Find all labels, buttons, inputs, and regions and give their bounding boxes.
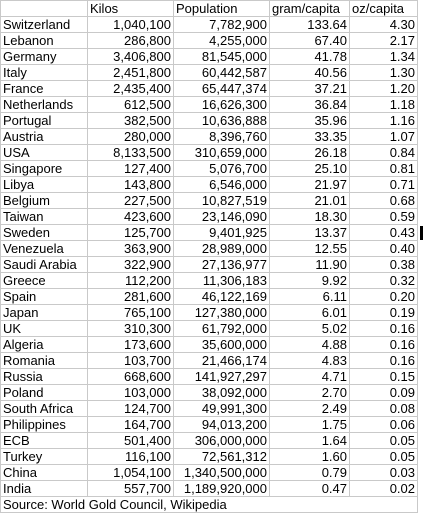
oz-per-capita-cell[interactable]: 0.09 [350,385,418,401]
gram-per-capita-cell[interactable]: 11.90 [270,257,350,273]
kilos-cell[interactable]: 127,400 [88,161,174,177]
country-cell[interactable]: Lebanon [1,33,88,49]
country-cell[interactable]: Sweden [1,225,88,241]
gram-per-capita-cell[interactable]: 4.83 [270,353,350,369]
oz-per-capita-cell[interactable]: 0.81 [350,161,418,177]
gram-per-capita-cell[interactable]: 37.21 [270,81,350,97]
population-cell[interactable]: 94,013,200 [174,417,270,433]
kilos-cell[interactable]: 227,500 [88,193,174,209]
oz-per-capita-cell[interactable]: 1.20 [350,81,418,97]
oz-per-capita-cell[interactable]: 0.19 [350,305,418,321]
population-cell[interactable]: 8,396,760 [174,129,270,145]
table-row [1,17,418,33]
country-cell[interactable]: France [1,81,88,97]
kilos-cell[interactable]: 112,200 [88,273,174,289]
gram-per-capita-cell[interactable]: 18.30 [270,209,350,225]
population-cell[interactable]: 1,340,500,000 [174,465,270,481]
gram-per-capita-cell[interactable]: 12.55 [270,241,350,257]
table-row [1,321,418,337]
oz-per-capita-cell[interactable]: 1.16 [350,113,418,129]
table-row [1,369,418,385]
kilos-cell[interactable]: 103,700 [88,353,174,369]
population-cell[interactable]: 65,447,374 [174,81,270,97]
table-row [1,273,418,289]
source-note[interactable]: Source: World Gold Council, Wikipedia [1,497,418,513]
oz-per-capita-cell[interactable]: 0.71 [350,177,418,193]
table-row [1,337,418,353]
population-cell[interactable]: 27,136,977 [174,257,270,273]
oz-per-capita-cell[interactable]: 1.07 [350,129,418,145]
kilos-cell[interactable]: 501,400 [88,433,174,449]
gram-per-capita-cell[interactable]: 26.18 [270,145,350,161]
table-row [1,193,418,209]
country-cell[interactable]: Greece [1,273,88,289]
oz-per-capita-cell[interactable]: 0.16 [350,321,418,337]
gram-per-capita-cell[interactable]: 9.92 [270,273,350,289]
table-row [1,417,418,433]
country-cell[interactable]: Saudi Arabia [1,257,88,273]
country-cell[interactable]: India [1,481,88,497]
population-cell[interactable]: 61,792,000 [174,321,270,337]
gram-per-capita-cell[interactable]: 21.97 [270,177,350,193]
oz-per-capita-cell[interactable]: 0.06 [350,417,418,433]
table-row [1,97,418,113]
table-row [1,385,418,401]
kilos-cell[interactable]: 322,900 [88,257,174,273]
oz-per-capita-cell[interactable]: 0.68 [350,193,418,209]
country-cell[interactable]: Italy [1,65,88,81]
population-cell[interactable]: 10,827,519 [174,193,270,209]
population-cell[interactable]: 28,989,000 [174,241,270,257]
header-gram-per-capita-cell[interactable]: gram/capita [270,1,350,17]
gram-per-capita-cell[interactable]: 6.11 [270,289,350,305]
country-cell[interactable]: Netherlands [1,97,88,113]
gram-per-capita-cell[interactable]: 36.84 [270,97,350,113]
gram-per-capita-cell[interactable]: 1.75 [270,417,350,433]
country-cell[interactable]: South Africa [1,401,88,417]
table-row [1,257,418,273]
oz-per-capita-cell[interactable]: 0.20 [350,289,418,305]
kilos-cell[interactable]: 310,300 [88,321,174,337]
kilos-cell[interactable]: 1,040,100 [88,17,174,33]
table-row [1,353,418,369]
country-cell[interactable]: Algeria [1,337,88,353]
country-cell[interactable]: China [1,465,88,481]
gram-per-capita-cell[interactable]: 35.96 [270,113,350,129]
oz-per-capita-cell[interactable]: 0.32 [350,273,418,289]
oz-per-capita-cell[interactable]: 0.02 [350,481,418,497]
oz-per-capita-cell[interactable]: 0.59 [350,209,418,225]
gram-per-capita-cell[interactable]: 40.56 [270,65,350,81]
population-cell[interactable]: 306,000,000 [174,433,270,449]
country-cell[interactable]: Austria [1,129,88,145]
kilos-cell[interactable]: 124,700 [88,401,174,417]
population-cell[interactable]: 310,659,000 [174,145,270,161]
oz-per-capita-cell[interactable]: 0.03 [350,465,418,481]
gram-per-capita-cell[interactable]: 2.49 [270,401,350,417]
kilos-cell[interactable]: 286,800 [88,33,174,49]
oz-per-capita-cell[interactable]: 0.40 [350,241,418,257]
population-cell[interactable]: 60,442,587 [174,65,270,81]
gram-per-capita-cell[interactable]: 2.70 [270,385,350,401]
country-cell[interactable]: ECB [1,433,88,449]
header-country-cell[interactable] [1,1,88,17]
table-row [1,401,418,417]
country-cell[interactable]: Spain [1,289,88,305]
header-oz-per-capita-cell[interactable]: oz/capita [350,1,418,17]
population-cell[interactable]: 72,561,312 [174,449,270,465]
header-row [1,1,418,17]
population-cell[interactable]: 21,466,174 [174,353,270,369]
population-cell[interactable]: 4,255,000 [174,33,270,49]
oz-per-capita-cell[interactable]: 0.08 [350,401,418,417]
table-row [1,433,418,449]
country-cell[interactable]: Singapore [1,161,88,177]
oz-per-capita-cell[interactable]: 1.18 [350,97,418,113]
kilos-cell[interactable]: 557,700 [88,481,174,497]
oz-per-capita-cell[interactable]: 1.34 [350,49,418,65]
kilos-cell[interactable]: 164,700 [88,417,174,433]
country-cell[interactable]: Libya [1,177,88,193]
gram-per-capita-cell[interactable]: 67.40 [270,33,350,49]
oz-per-capita-cell[interactable]: 0.16 [350,337,418,353]
table-row [1,449,418,465]
table-row [1,289,418,305]
table-row [1,33,418,49]
header-kilos-cell[interactable]: Kilos [88,1,174,17]
population-cell[interactable]: 35,600,000 [174,337,270,353]
country-cell[interactable]: Philippines [1,417,88,433]
country-cell[interactable]: Portugal [1,113,88,129]
kilos-cell[interactable]: 125,700 [88,225,174,241]
gram-per-capita-cell[interactable]: 4.71 [270,369,350,385]
oz-per-capita-cell[interactable]: 1.30 [350,65,418,81]
kilos-cell[interactable]: 281,600 [88,289,174,305]
oz-per-capita-cell[interactable]: 0.38 [350,257,418,273]
kilos-cell[interactable]: 765,100 [88,305,174,321]
country-cell[interactable]: Switzerland [1,17,88,33]
source-row [1,497,418,513]
gram-per-capita-cell[interactable]: 33.35 [270,129,350,145]
gram-per-capita-cell[interactable]: 21.01 [270,193,350,209]
gram-per-capita-cell[interactable]: 5.02 [270,321,350,337]
kilos-cell[interactable]: 1,054,100 [88,465,174,481]
table-row [1,465,418,481]
table-row [1,481,418,497]
gram-per-capita-cell[interactable]: 6.01 [270,305,350,321]
country-cell[interactable]: Poland [1,385,88,401]
table-row [1,161,418,177]
population-cell[interactable]: 141,927,297 [174,369,270,385]
table-body [1,17,418,497]
kilos-cell[interactable]: 2,435,400 [88,81,174,97]
country-cell[interactable]: Taiwan [1,209,88,225]
oz-per-capita-cell[interactable]: 4.30 [350,17,418,33]
kilos-cell[interactable]: 382,500 [88,113,174,129]
gram-per-capita-cell[interactable]: 25.10 [270,161,350,177]
oz-per-capita-cell[interactable]: 0.84 [350,145,418,161]
header-population-cell[interactable]: Population [174,1,270,17]
country-cell[interactable]: Venezuela [1,241,88,257]
oz-per-capita-cell[interactable]: 0.05 [350,449,418,465]
gram-per-capita-cell[interactable]: 1.60 [270,449,350,465]
kilos-cell[interactable]: 668,600 [88,369,174,385]
population-cell[interactable]: 10,636,888 [174,113,270,129]
table-row [1,145,418,161]
oz-per-capita-cell[interactable]: 0.15 [350,369,418,385]
table-row [1,225,418,241]
country-cell[interactable]: Japan [1,305,88,321]
kilos-cell[interactable]: 116,100 [88,449,174,465]
population-cell[interactable]: 127,380,000 [174,305,270,321]
population-cell[interactable]: 49,991,300 [174,401,270,417]
country-cell[interactable]: Russia [1,369,88,385]
kilos-cell[interactable]: 612,500 [88,97,174,113]
table-row [1,305,418,321]
population-cell[interactable]: 46,122,169 [174,289,270,305]
table-row [1,177,418,193]
table-row [1,241,418,257]
country-cell[interactable]: USA [1,145,88,161]
kilos-cell[interactable]: 103,000 [88,385,174,401]
kilos-cell[interactable]: 8,133,500 [88,145,174,161]
country-cell[interactable]: UK [1,321,88,337]
gram-per-capita-cell[interactable]: 13.37 [270,225,350,241]
gram-per-capita-cell[interactable]: 0.79 [270,465,350,481]
population-cell[interactable]: 1,189,920,000 [174,481,270,497]
population-cell[interactable]: 23,146,090 [174,209,270,225]
population-cell[interactable]: 38,092,000 [174,385,270,401]
population-cell[interactable]: 9,401,925 [174,225,270,241]
population-cell[interactable]: 7,782,900 [174,17,270,33]
country-cell[interactable]: Belgium [1,193,88,209]
country-cell[interactable]: Turkey [1,449,88,465]
table-row [1,65,418,81]
oz-per-capita-cell[interactable]: 0.05 [350,433,418,449]
population-cell[interactable]: 5,076,700 [174,161,270,177]
kilos-cell[interactable]: 280,000 [88,129,174,145]
country-cell[interactable]: Germany [1,49,88,65]
table-row [1,49,418,65]
table-row [1,113,418,129]
population-cell[interactable]: 11,306,183 [174,273,270,289]
population-cell[interactable]: 6,546,000 [174,177,270,193]
table-row [1,129,418,145]
gram-per-capita-cell[interactable]: 0.47 [270,481,350,497]
country-cell[interactable]: Romania [1,353,88,369]
oz-per-capita-cell[interactable]: 2.17 [350,33,418,49]
gram-per-capita-cell[interactable]: 4.88 [270,337,350,353]
table-row [1,81,418,97]
oz-per-capita-cell[interactable]: 0.16 [350,353,418,369]
kilos-cell[interactable]: 3,406,800 [88,49,174,65]
gram-per-capita-cell[interactable]: 41.78 [270,49,350,65]
gram-per-capita-cell[interactable]: 1.64 [270,433,350,449]
kilos-cell[interactable]: 423,600 [88,209,174,225]
kilos-cell[interactable]: 363,900 [88,241,174,257]
table-row [1,209,418,225]
kilos-cell[interactable]: 143,800 [88,177,174,193]
gram-per-capita-cell[interactable]: 133.64 [270,17,350,33]
oz-per-capita-cell[interactable]: 0.43 [350,225,418,241]
population-cell[interactable]: 16,626,300 [174,97,270,113]
kilos-cell[interactable]: 173,600 [88,337,174,353]
kilos-cell[interactable]: 2,451,800 [88,65,174,81]
population-cell[interactable]: 81,545,000 [174,49,270,65]
